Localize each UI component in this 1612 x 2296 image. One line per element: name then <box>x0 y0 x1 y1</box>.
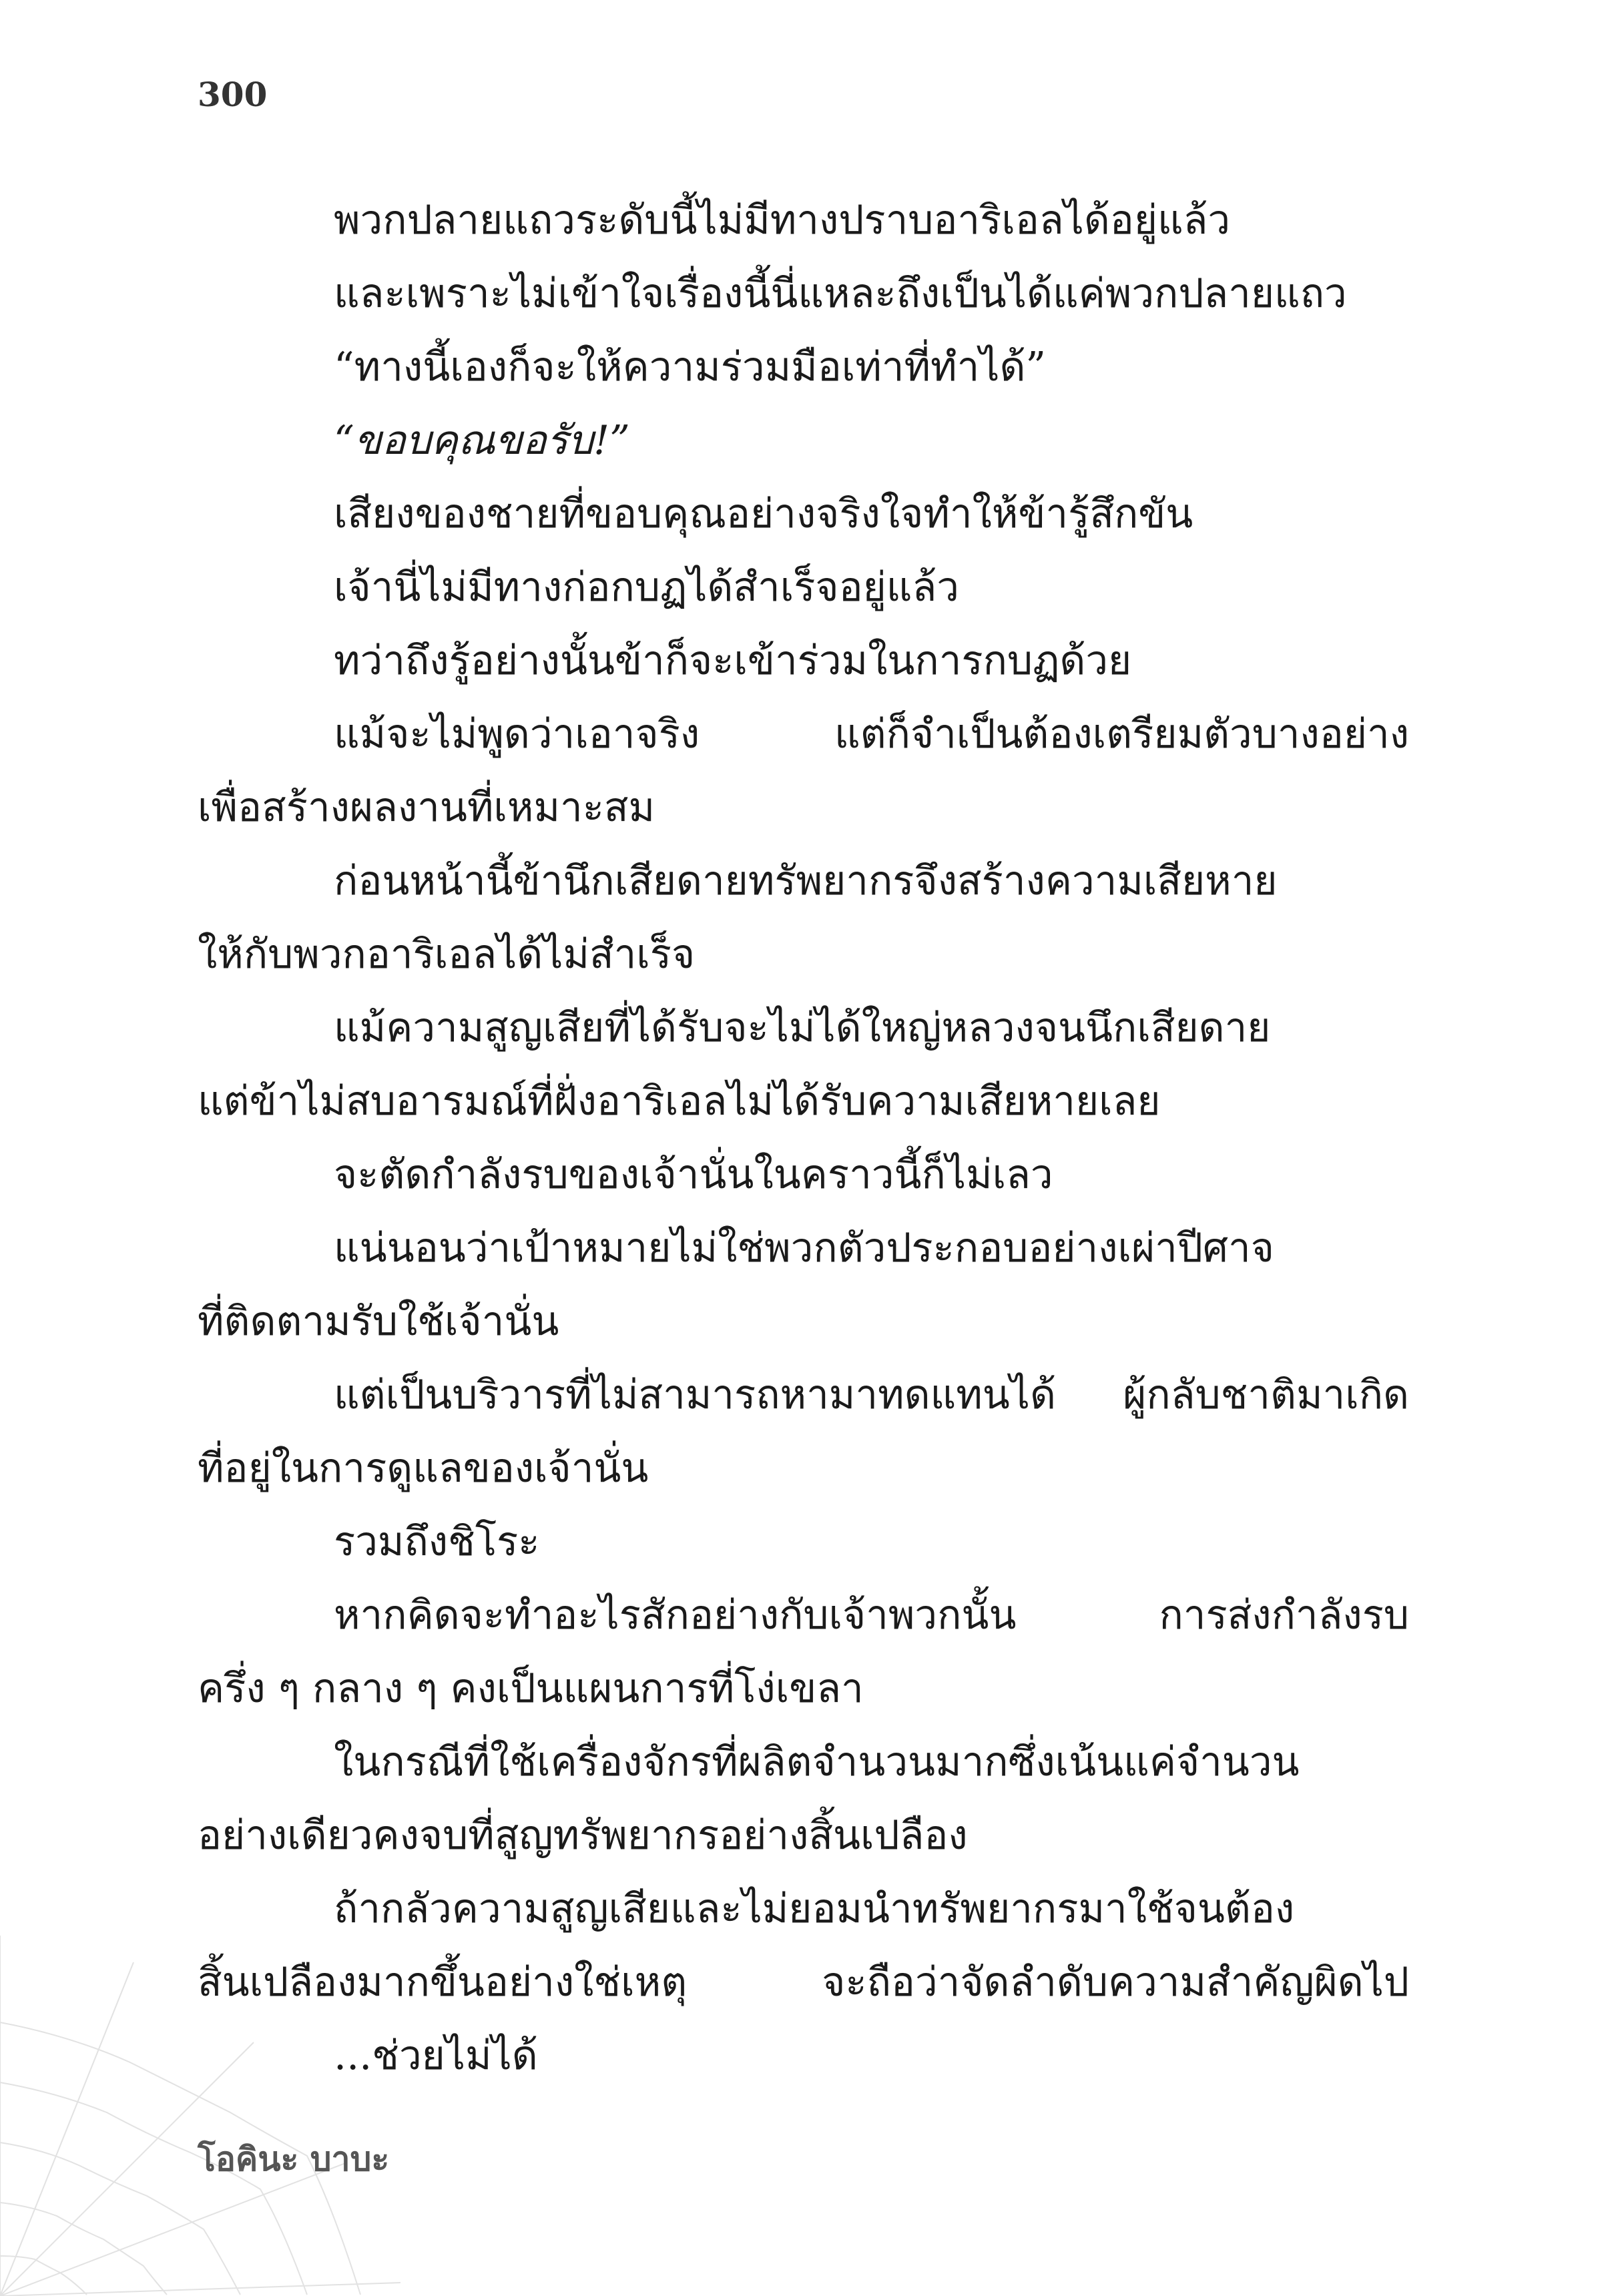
text-line: “ทางนี้เองก็จะให้ความร่วมมือเท่าที่ทำได้” <box>334 344 1047 390</box>
text-line: รวมถึงชิโระ <box>334 1518 540 1565</box>
spider-web-decoration <box>0 1882 414 2296</box>
text-line: แน่นอนว่าเป้าหมายไม่ใช่พวกตัวประกอบอย่างเผ่าปีศาจ <box>334 1225 1274 1271</box>
text-line: แม้จะไม่พูดว่าเอาจริง แต่ก็จำเป็นต้องเตรียมตัวบางอย่าง <box>334 711 1409 758</box>
text-line: ให้กับพวกอาริเอลได้ไม่สำเร็จ <box>198 931 696 978</box>
body-text <box>198 184 1409 2092</box>
text-line: ที่ติดตามรับใช้เจ้านั่น <box>198 1298 559 1345</box>
text-line: แต่เป็นบริวารที่ไม่สามารถหามาทดแทนได้ ผู้กลับชาติมาเกิด <box>334 1372 1409 1418</box>
text-line: “ขอบคุณขอรับ!” <box>334 417 630 464</box>
text-line: ถ้ากลัวความสูญเสียและไม่ยอมนำทรัพยากรมาใช้จนต้อง <box>334 1886 1295 1932</box>
text-line: อย่างเดียวคงจบที่สูญทรัพยากรอย่างสิ้นเปลือง <box>198 1812 968 1859</box>
text-line: เพื่อสร้างผลงานที่เหมาะสม <box>198 784 655 831</box>
text-line: เสียงของชายที่ขอบคุณอย่างจริงใจทำให้ข้ารู้สึกขัน <box>334 491 1193 537</box>
text-line: หากคิดจะทำอะไรสักอย่างกับเจ้าพวกนั้น การส่งกำลังรบ <box>334 1592 1409 1639</box>
text-line: ในกรณีที่ใช้เครื่องจักรที่ผลิตจำนวนมากซึ่งเน้นแค่จำนวน <box>334 1739 1300 1785</box>
text-line: และเพราะไม่เข้าใจเรื่องนี้นี่แหละถึงเป็นได้แค่พวกปลายแถว <box>334 270 1347 317</box>
text-line: ที่อยู่ในการดูแลของเจ้านั่น <box>198 1445 649 1492</box>
text-line: จะตัดกำลังรบของเจ้านั่นในคราวนี้ก็ไม่เลว <box>334 1151 1053 1198</box>
text-line: ก่อนหน้านี้ข้านึกเสียดายทรัพยากรจึงสร้างความเสียหาย <box>334 858 1278 904</box>
text-line: ...ช่วยไม่ได้ <box>334 2032 538 2079</box>
text-line: แต่ข้าไม่สบอารมณ์ที่ฝั่งอาริเอลไม่ได้รับความเสียหายเลย <box>198 1078 1161 1125</box>
text-line: สิ้นเปลืองมากขึ้นอย่างใช่เหตุ จะถือว่าจัดลำดับความสำคัญผิดไป <box>198 1959 1409 2006</box>
author-name: โอคินะ บาบะ <box>198 2140 390 2179</box>
page-number: 300 <box>198 75 268 114</box>
text-line: ครึ่ง ๆ กลาง ๆ คงเป็นแผนการที่โง่เขลา <box>198 1665 864 1712</box>
text-line: เจ้านี่ไม่มีทางก่อกบฏได้สำเร็จอยู่แล้ว <box>334 564 959 611</box>
text-line: พวกปลายแถวระดับนี้ไม่มีทางปราบอาริเอลได้อยู่แล้ว <box>334 197 1231 244</box>
text-line: แม้ความสูญเสียที่ได้รับจะไม่ได้ใหญ่หลวงจนนึกเสียดาย <box>334 1005 1271 1051</box>
text-line: ทว่าถึงรู้อย่างนั้นข้าก็จะเข้าร่วมในการกบฏด้วย <box>334 637 1132 684</box>
